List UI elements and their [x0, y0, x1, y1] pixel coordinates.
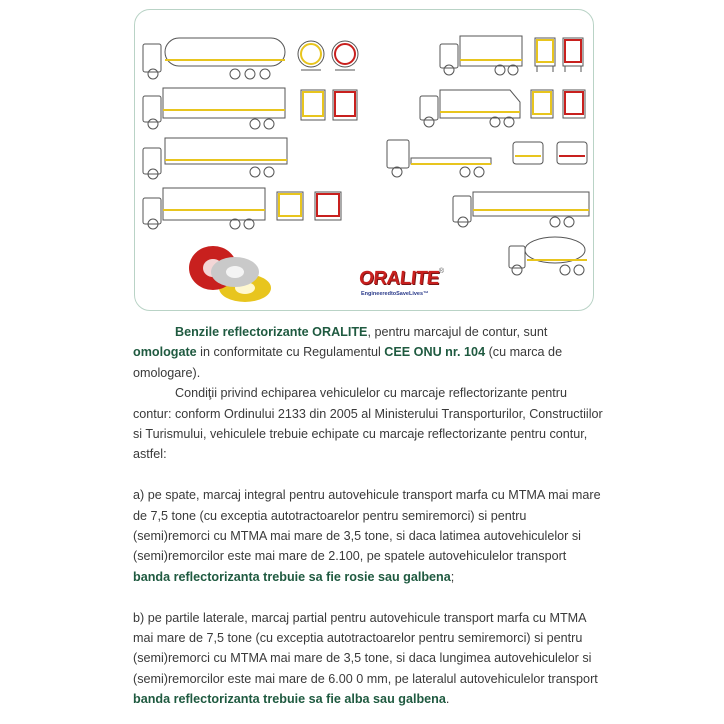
registered-mark: ® — [438, 268, 445, 275]
text-span: in conformitate cu Regulamentul — [196, 345, 385, 360]
trailer-rear-yellow-icon — [301, 90, 325, 120]
text-span: a) pe spate, marcaj integral pentru autovehicule transport marfa cu MTMA mai mare de 7,5 tone (cu exceptia autotractoarelor pentru semiremorci) si pentru (semi)remorci cu MTMA mai mare de 3,5 tone, si daca latimea autovehiculelor si (semi)remorcilor este mai mare de 2.100, pe spatele autovehiculelor transport — [133, 488, 601, 564]
article-text — [133, 322, 603, 710]
tanker-truck-icon — [143, 38, 285, 79]
bold-product: Benzile reflectorizante ORALITE — [175, 325, 368, 339]
paragraph-side-marking — [133, 608, 603, 710]
bold-regulation: CEE ONU nr. 104 — [384, 345, 486, 360]
refuse-truck-icon — [420, 90, 520, 127]
trailer-rear-red-icon — [333, 90, 357, 120]
reflective-tape-rolls-icon — [189, 246, 271, 302]
curtain-trailer-truck-icon — [143, 88, 285, 129]
paragraph-intro — [133, 322, 603, 383]
tanker-rear-icon — [298, 41, 324, 70]
text-span: . — [445, 692, 450, 707]
box-rear-yellow-icon — [535, 38, 555, 72]
bold-approved: omologate — [133, 345, 197, 360]
refuse-rear-red-icon — [563, 90, 585, 118]
text-span: ; — [450, 569, 455, 584]
box-truck-icon — [440, 36, 522, 75]
vehicle-marking-illustration — [134, 9, 594, 311]
bold-rear-color: banda reflectorizanta trebuie sa fie rosie sau galbena — [133, 569, 451, 584]
flatbed-rear-yellow-icon — [513, 142, 543, 164]
text-span: b) pe partile laterale, marcaj partial pentru autovehicule transport marfa cu MTMA mai mare de 7,5 tone (cu exceptia autotractoarelor pentru semiremorci) si pentru (semi)remorci cu MTMA mai mare de 3,5 tone, si daca lungimea autovehiculelor si (semi)remorcilor este mai mare de 6.00 0 mm, pe lateralul autovehiculelor transport — [133, 610, 598, 686]
brand-tagline: EngineeredtoSaveLives™ — [361, 291, 429, 297]
log-trailer-truck-icon — [453, 192, 589, 227]
brand-name: ORALITE — [357, 268, 441, 289]
tipper-rear-yellow-icon — [277, 192, 303, 220]
box-semitrailer-icon — [143, 138, 287, 179]
tanker-rear-red-icon — [332, 41, 358, 70]
flatbed-truck-icon — [387, 140, 491, 177]
paragraph-rear-marking — [133, 485, 603, 587]
concrete-mixer-icon — [509, 237, 587, 275]
paragraph-conditions: Condiţii privind echiparea vehiculelor cu marcaje reflectorizante pentru contur: conform Ordinului 2133 din 2005 al Ministerului Transporturilor, Constructiilor si Turismului, vehiculele trebuie echipate cu marcaje reflectorizante pentru contur, astfel: — [133, 386, 603, 462]
text-span: (cu marca de omologare). — [133, 345, 563, 380]
oralite-logo — [359, 268, 469, 297]
text-span: , pentru marcajul de contur, sunt — [367, 325, 548, 339]
vehicles-drawing — [135, 10, 593, 310]
refuse-rear-yellow-icon — [531, 90, 553, 118]
box-rear-red-icon — [563, 38, 583, 72]
tipper-truck-icon — [143, 188, 265, 229]
tipper-rear-red-icon — [315, 192, 341, 220]
bold-side-color: banda reflectorizanta trebuie sa fie alba sau galbena — [133, 692, 446, 707]
flatbed-rear-red-icon — [557, 142, 587, 164]
